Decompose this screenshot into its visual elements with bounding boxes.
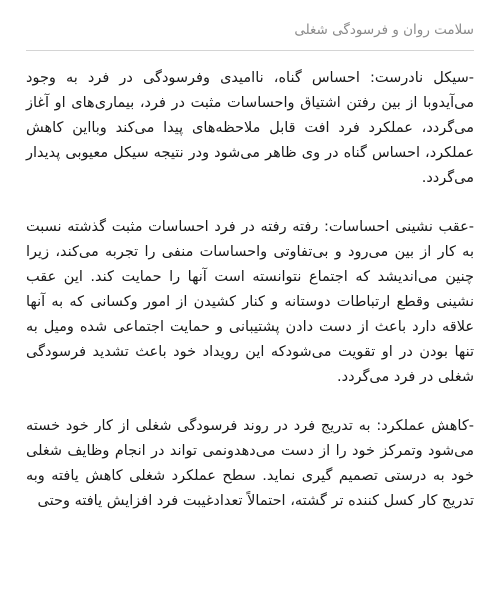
paragraph-vicious-cycle: -سیکل نادرست: احساس گناه، ناامیدی وفرسودگی در فرد به وجود می‌آیدوبا از بین رفتن اشتیاق واحساسات مثبت در فرد، بیماری‌های او آغاز می‌گردد، عملکرد فرد افت قابل ملاحظه‌های پیدا می‌کند وبااین کاهش عملکرد، احساس گناه در وی ظاهر می‌شود ودر نتیجه سیکل معیوبی پدیدار می‌گردد. (26, 70, 474, 186)
header-divider (26, 50, 474, 51)
document-body (26, 66, 474, 514)
paragraph-performance-decline: -کاهش عملکرد: به تدریج فرد در روند فرسودگی شغلی از کار خود خسته می‌شود وتمرکز خود را از دست می‌دهدونمی تواند در انجام وظایف شغلی خود به درستی تصمیم گیری نماید. سطح عملکرد شغلی کاهش یافته وبه تدریج کار کسل کننده تر گشته، احتمالاً تعدادغیبت فرد افزایش یافته وحتی (26, 418, 474, 509)
paragraph-emotional-withdrawal: -عقب نشینی احساسات: رفته رفته در فرد احساسات مثبت گذشته نسبت به کار از بین می‌رود و بی‌تفاوتی واحساسات منفی را تجربه می‌کند، زیرا چنین می‌اندیشد که اجتماع نتوانسته است آنها را حمایت کند. این عقب نشینی وقطع ارتباطات دوستانه و کنار کشیدن از امور وکسانی که به آنها علاقه دارد باعث از دست دادن پشتیبانی و حمایت اجتماعی شده ومیل به تنها بودن در او تقویت می‌شودکه این رویداد خود باعث تشدید فرسودگی شغلی در فرد می‌گردد. (26, 219, 474, 385)
page-header-title: سلامت روان و فرسودگی شغلی (294, 22, 474, 38)
